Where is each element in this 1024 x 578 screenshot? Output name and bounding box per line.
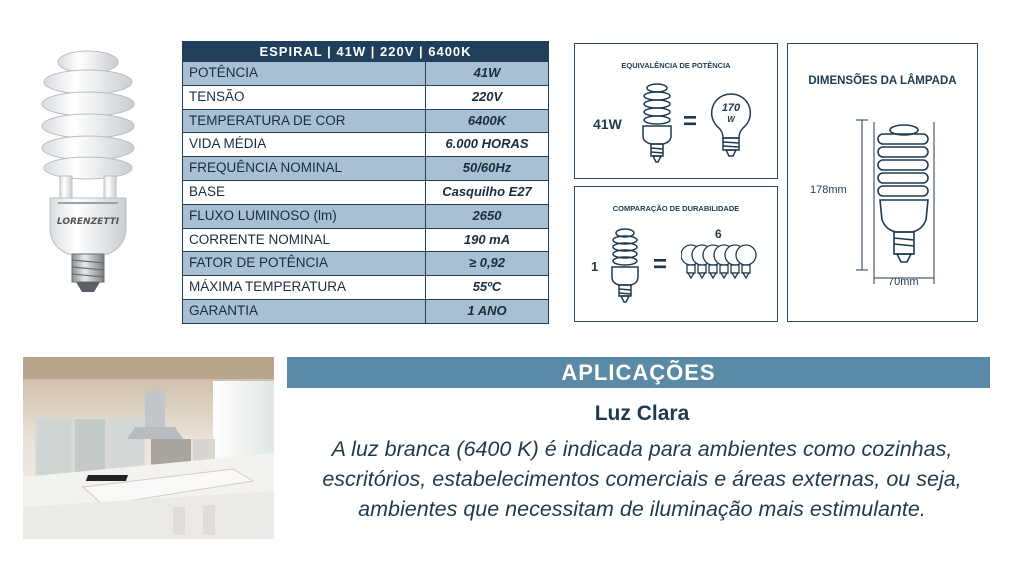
spec-label: FLUXO LUMINOSO (lm) <box>183 205 426 228</box>
spec-row <box>183 204 548 228</box>
spec-value: 55ºC <box>472 279 502 295</box>
spec-label: FREQUÊNCIA NOMINAL <box>183 157 426 180</box>
description-line: escritórios, estabelecimentos comerciais e áreas externas, ou seja, <box>322 467 962 491</box>
spec-value: 6.000 HORAS <box>445 136 529 152</box>
spec-label: CORRENTE NOMINAL <box>183 229 426 252</box>
incandescent-value: 170 <box>721 102 741 114</box>
dimensions-panel <box>787 43 978 322</box>
spec-value: 6400K <box>467 112 507 128</box>
description-line: ambientes que necessitam de iluminação mais estimulante. <box>358 497 926 521</box>
kitchen-photo <box>23 357 274 539</box>
spec-label: MÁXIMA TEMPERATURA <box>183 276 426 299</box>
brand-logo: LORENZETTI <box>56 217 120 227</box>
spec-table-title: ESPIRAL | 41W | 220V | 6400K <box>183 42 548 61</box>
durability-title: COMPARAÇÃO DE DURABILIDADE <box>612 204 740 213</box>
spec-value: 220V <box>471 88 503 104</box>
equivalence-lamp-power: 41W <box>593 116 622 132</box>
spec-label: TENSÃO <box>183 86 426 109</box>
applications-title-bar: APLICAÇÕES <box>287 357 990 388</box>
spec-row <box>183 156 548 180</box>
spec-row <box>183 251 548 275</box>
spec-label: VIDA MÉDIA <box>183 133 426 156</box>
spec-label: FATOR DE POTÊNCIA <box>183 252 426 275</box>
dimension-height: 178mm <box>810 184 847 196</box>
cfl-lamp-icon <box>605 225 645 309</box>
dimensions-title: DIMENSÕES DA LÂMPADA <box>808 75 957 87</box>
equivalence-equals: = <box>683 108 698 135</box>
spec-value: 190 mA <box>463 231 511 247</box>
incandescent-unit: W <box>727 115 735 124</box>
spec-row <box>183 132 548 156</box>
equivalence-panel <box>574 43 778 179</box>
spec-value: 41W <box>473 65 501 80</box>
spec-value: 1 ANO <box>467 302 507 318</box>
spec-label: TEMPERATURA DE COR <box>183 110 426 133</box>
spec-row <box>183 299 548 323</box>
cfl-lamp-icon <box>635 80 679 168</box>
applications-subtitle: Luz Clara <box>594 402 690 425</box>
spec-row <box>183 180 548 204</box>
spec-value: 50/60Hz <box>462 160 512 176</box>
durability-panel <box>574 186 778 322</box>
dimension-width: 70mm <box>888 276 919 288</box>
spec-label: POTÊNCIA <box>183 62 426 85</box>
spec-value: ≥ 0,92 <box>468 255 506 271</box>
description-line: A luz branca (6400 K) é indicada para ambientes como cozinhas, <box>331 437 953 461</box>
spec-table <box>182 41 549 324</box>
spec-row <box>183 61 548 85</box>
durability-incandescent-count: 6 <box>715 227 722 241</box>
product-bulb-image <box>36 48 144 300</box>
applications-description <box>287 434 997 524</box>
six-incandescent-bulbs-icon <box>681 243 761 293</box>
spec-row <box>183 228 548 252</box>
spec-value: Casquilho E27 <box>442 183 532 199</box>
spec-row <box>183 275 548 299</box>
durability-equals: = <box>653 251 668 278</box>
spec-value: 2650 <box>472 207 502 223</box>
spec-label: BASE <box>183 181 426 204</box>
spec-row <box>183 109 548 133</box>
equivalence-title: EQUIVALÊNCIA DE POTÊNCIA <box>621 61 731 70</box>
durability-cfl-count: 1 <box>591 259 599 274</box>
spec-label: GARANTIA <box>183 300 426 323</box>
spec-row <box>183 85 548 109</box>
